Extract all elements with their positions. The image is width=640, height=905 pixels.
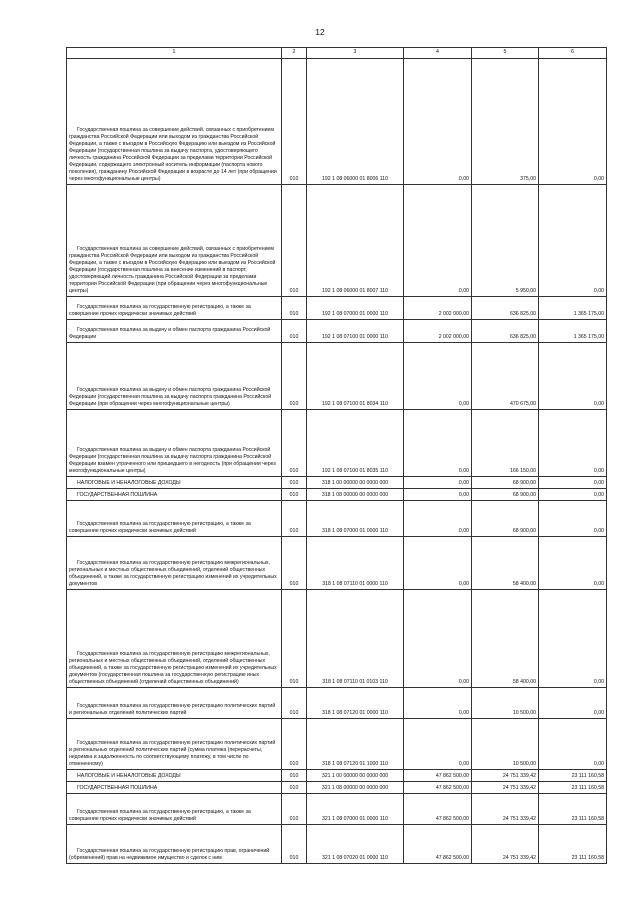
row-name: Государственная пошлина за выдачу и обмен паспорта гражданина Российской Федерации (государственная пошлина за выдачу паспорта гражданина Российской Федерации взамен утраченного или пришедшего в негодность (при обращении через многофункциональные центры)	[67, 410, 282, 477]
row-unexecuted-value: 23 111 160,58	[539, 770, 607, 782]
row-budget-code: 321 1 08 07000 01 0000 110	[307, 794, 404, 825]
row-budget-code: 318 1 08 07120 01 0000 110	[307, 688, 404, 719]
row-name: Государственная пошлина за государственную регистрацию, а также за совершение прочих юридически значимых действий	[67, 794, 282, 825]
revenue-table	[66, 47, 607, 864]
row-approved-value: 47 862 500,00	[404, 794, 472, 825]
row-approved-value: 0,00	[404, 501, 472, 537]
table-row	[67, 410, 607, 477]
row-name: Государственная пошлина за государственную регистрацию межрегиональных, региональных и местных общественных объединений, отделений общественных объединений, а также за государственную регистрацию изменений их учредительных документов	[67, 537, 282, 590]
row-unexecuted-value: 23 111 160,58	[539, 825, 607, 864]
row-approved-value: 47 862 500,00	[404, 782, 472, 794]
row-executed-value: 58 400,00	[472, 590, 539, 688]
row-name: Государственная пошлина за государственную регистрацию, а также за совершение прочих юридически значимых действий	[67, 297, 282, 320]
row-budget-code: 318 1 08 00000 00 0000 000	[307, 489, 404, 501]
row-unexecuted-value: 0,00	[539, 410, 607, 477]
row-executed-value: 10 500,00	[472, 719, 539, 770]
row-line-code: 010	[282, 501, 307, 537]
row-name: НАЛОГОВЫЕ И НЕНАЛОГОВЫЕ ДОХОДЫ	[67, 770, 282, 782]
row-line-code: 010	[282, 688, 307, 719]
row-line-code: 010	[282, 782, 307, 794]
row-executed-value: 58 400,00	[472, 537, 539, 590]
row-line-code: 010	[282, 320, 307, 343]
table-row	[67, 477, 607, 489]
row-name: Государственная пошлина за государственную регистрацию политических партий и региональных отделений политических партий	[67, 688, 282, 719]
row-executed-value: 10 500,00	[472, 688, 539, 719]
row-budget-code: 321 1 08 00000 00 0000 000	[307, 782, 404, 794]
row-unexecuted-value: 0,00	[539, 59, 607, 185]
row-line-code: 010	[282, 590, 307, 688]
row-budget-code: 192 1 08 07100 01 8035 110	[307, 410, 404, 477]
row-unexecuted-value: 0,00	[539, 688, 607, 719]
row-unexecuted-value: 1 365 175,00	[539, 320, 607, 343]
row-budget-code: 192 1 08 06000 01 8007 110	[307, 185, 404, 297]
table-row	[67, 297, 607, 320]
row-line-code: 010	[282, 489, 307, 501]
row-name: Государственная пошлина за выдачу и обмен паспорта гражданина Российской Федерации (государственная пошлина за выдачу паспорта гражданина Российской Федерации (при обращении через многофункциональные центры)	[67, 343, 282, 410]
row-name: ГОСУДАРСТВЕННАЯ ПОШЛИНА	[67, 489, 282, 501]
row-name: Государственная пошлина за государственную регистрацию прав, ограничений (обременений) прав на недвижимое имущество и сделок с ним	[67, 825, 282, 864]
row-executed-value: 68 900,00	[472, 501, 539, 537]
row-line-code: 010	[282, 343, 307, 410]
row-line-code: 010	[282, 794, 307, 825]
column-header-6: 6	[539, 48, 607, 59]
row-budget-code: 318 1 00 00000 00 0000 000	[307, 477, 404, 489]
row-unexecuted-value: 0,00	[539, 719, 607, 770]
row-executed-value: 166 150,00	[472, 410, 539, 477]
row-approved-value: 47 862 500,00	[404, 770, 472, 782]
table-row	[67, 185, 607, 297]
row-executed-value: 636 825,00	[472, 320, 539, 343]
row-approved-value: 0,00	[404, 410, 472, 477]
row-unexecuted-value: 0,00	[539, 489, 607, 501]
row-executed-value: 24 751 339,42	[472, 782, 539, 794]
row-name: Государственная пошлина за государственную регистрацию политических партий и региональных отделений политических партий (сумма платежа (перерасчеты, недоимка и задолженность по соответствующему платежу, в том числе по отмененному)	[67, 719, 282, 770]
table-row	[67, 794, 607, 825]
table-row	[67, 770, 607, 782]
row-unexecuted-value: 0,00	[539, 537, 607, 590]
row-approved-value: 2 002 000,00	[404, 297, 472, 320]
row-approved-value: 0,00	[404, 59, 472, 185]
row-approved-value: 2 002 000,00	[404, 320, 472, 343]
table-row	[67, 343, 607, 410]
row-executed-value: 636 825,00	[472, 297, 539, 320]
row-line-code: 010	[282, 410, 307, 477]
row-budget-code: 318 1 08 07110 01 0103 110	[307, 590, 404, 688]
row-name: Государственная пошлина за совершение действий, связанных с приобретением гражданства Российской Федерации или выходом из гражданства Российской Федерации, а также с въездом в Российскую Федерацию или выездом из Российской Федерации (государственная пошлина за выдачу паспорта, удостоверяющего личность гражданина Российской Федерации за пределами территории Российской Федерации, содержащего электронный носитель информации (паспорта нового поколения), гражданину Российской Федерации в возрасте до 14 лет (при обращении через многофункциональные центры)	[67, 59, 282, 185]
table-row	[67, 489, 607, 501]
row-line-code: 010	[282, 770, 307, 782]
row-executed-value: 375,00	[472, 59, 539, 185]
row-unexecuted-value: 1 365 175,00	[539, 297, 607, 320]
row-line-code: 010	[282, 719, 307, 770]
table-row	[67, 537, 607, 590]
row-line-code: 010	[282, 825, 307, 864]
row-name: Государственная пошлина за совершение действий, связанных с приобретением гражданства Российской Федерации или выходом из гражданства Российской Федерации, а также с въездом в Российскую Федерацию или выездом из Российской Федерации (государственная пошлина за внесение изменений в паспорт, удостоверяющий личность гражданина Российской Федерации за пределами территории Российской Федерации (при обращении через многофункциональные центры)	[67, 185, 282, 297]
row-unexecuted-value: 0,00	[539, 343, 607, 410]
row-budget-code: 192 1 08 06000 01 8006 110	[307, 59, 404, 185]
row-budget-code: 192 1 08 07100 01 0000 110	[307, 320, 404, 343]
row-line-code: 010	[282, 537, 307, 590]
row-line-code: 010	[282, 59, 307, 185]
row-budget-code: 321 1 00 00000 00 0000 000	[307, 770, 404, 782]
row-budget-code: 321 1 08 07020 01 0000 110	[307, 825, 404, 864]
column-header-3: 3	[307, 48, 404, 59]
table-row	[67, 590, 607, 688]
table-row	[67, 59, 607, 185]
page-number: 12	[315, 27, 325, 37]
row-executed-value: 68 900,00	[472, 477, 539, 489]
row-name: Государственная пошлина за выдачу и обмен паспорта гражданина Российской Федерации	[67, 320, 282, 343]
row-unexecuted-value: 0,00	[539, 185, 607, 297]
row-name: ГОСУДАРСТВЕННАЯ ПОШЛИНА	[67, 782, 282, 794]
table-row	[67, 782, 607, 794]
column-header-4: 4	[404, 48, 472, 59]
row-executed-value: 68 900,00	[472, 489, 539, 501]
row-approved-value: 0,00	[404, 537, 472, 590]
row-name: НАЛОГОВЫЕ И НЕНАЛОГОВЫЕ ДОХОДЫ	[67, 477, 282, 489]
row-unexecuted-value: 23 111 160,58	[539, 782, 607, 794]
column-header-5: 5	[472, 48, 539, 59]
table-row	[67, 501, 607, 537]
row-unexecuted-value: 23 111 160,58	[539, 794, 607, 825]
table-header-row	[67, 48, 607, 59]
column-header-2: 2	[282, 48, 307, 59]
table-row	[67, 688, 607, 719]
row-budget-code: 192 1 08 07000 01 0000 110	[307, 297, 404, 320]
row-approved-value: 47 862 500,00	[404, 825, 472, 864]
row-budget-code: 318 1 08 07000 01 0000 110	[307, 501, 404, 537]
row-unexecuted-value: 0,00	[539, 590, 607, 688]
row-executed-value: 24 751 339,42	[472, 770, 539, 782]
row-budget-code: 318 1 08 07110 01 0000 110	[307, 537, 404, 590]
row-approved-value: 0,00	[404, 719, 472, 770]
row-name: Государственная пошлина за государственную регистрацию межрегиональных, региональных и местных общественных объединений, отделений общественных объединений, а также за государственную регистрацию изменений их учредительных документов (государственная пошлина за государственную регистрацию иных общественных объединений (отделений общественных объединений)	[67, 590, 282, 688]
row-budget-code: 192 1 08 07100 01 8034 110	[307, 343, 404, 410]
row-approved-value: 0,00	[404, 489, 472, 501]
row-line-code: 010	[282, 477, 307, 489]
row-approved-value: 0,00	[404, 185, 472, 297]
row-line-code: 010	[282, 297, 307, 320]
row-approved-value: 0,00	[404, 477, 472, 489]
row-approved-value: 0,00	[404, 343, 472, 410]
row-approved-value: 0,00	[404, 590, 472, 688]
row-name: Государственная пошлина за государственную регистрацию, а также за совершение прочих юридически значимых действий	[67, 501, 282, 537]
row-budget-code: 318 1 08 07120 01 1000 110	[307, 719, 404, 770]
row-approved-value: 0,00	[404, 688, 472, 719]
row-unexecuted-value: 0,00	[539, 501, 607, 537]
row-line-code: 010	[282, 185, 307, 297]
row-executed-value: 470 675,00	[472, 343, 539, 410]
row-executed-value: 24 751 339,42	[472, 794, 539, 825]
column-header-1: 1	[67, 48, 282, 59]
row-executed-value: 24 751 339,42	[472, 825, 539, 864]
row-executed-value: 5 950,00	[472, 185, 539, 297]
table-row	[67, 825, 607, 864]
table-row	[67, 719, 607, 770]
table-row	[67, 320, 607, 343]
row-unexecuted-value: 0,00	[539, 477, 607, 489]
